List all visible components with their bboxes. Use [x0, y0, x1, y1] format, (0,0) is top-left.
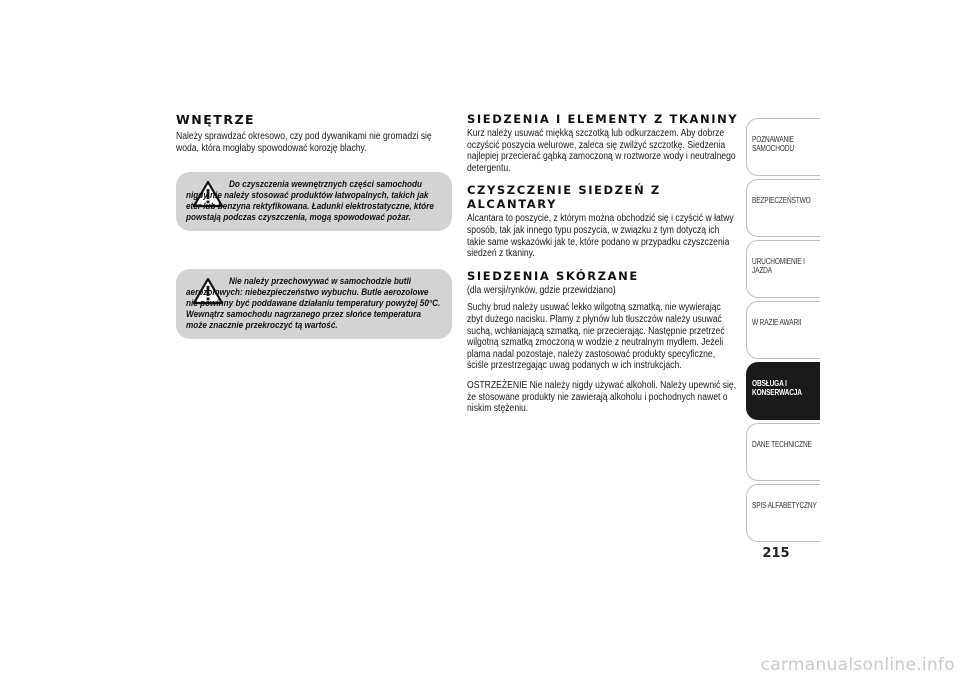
interior-intro-text: Należy sprawdzać okresowo, czy pod dywanikami nie gromadzi się woda, która mogłaby spowodować korozję blachy.: [176, 131, 432, 154]
tab-bezpieczenstwo[interactable]: BEZPIECZEŃSTWO: [746, 179, 820, 237]
section-title-interior: WNĘTRZE: [176, 112, 256, 127]
section-title-leather: SIEDZENIA SKÓRZANE: [467, 268, 639, 283]
fabric-text: Kurz należy usuwać miękką szczotką lub odkurzaczem. Aby dobrze oczyścić poszycia welurowe, zaleca się zwilżyć szczotkę. Siedzenia najlepiej przecierać gąbką zamoczoną w roztworze wody i neutralnego detergentu.: [467, 128, 736, 174]
tab-dane-techniczne[interactable]: DANE TECHNICZNE: [746, 423, 820, 481]
leather-warning-text: OSTRZEŻENIE Nie należy nigdy używać alkoholi. Należy upewnić się, że stosowane produkty nie zawierają alkoholu i pochodnych nawet o niskim stężeniu.: [467, 379, 737, 415]
left-column: [176, 112, 452, 339]
warning-box-aerosol: [176, 269, 452, 339]
watermark: carmanualsonline.info: [760, 655, 955, 675]
tab-spis-alfabetyczny[interactable]: SPIS ALFABETYCZNY: [746, 484, 820, 542]
section-alcantara: [467, 183, 739, 259]
tab-obsluga-i-konserwacja[interactable]: OBSŁUGA I KONSERWACJA: [746, 362, 820, 420]
tab-poznawanie-samochodu[interactable]: POZNAWANIE SAMOCHODU: [746, 118, 820, 176]
section-leather: [467, 269, 739, 415]
tab-uruchomienie-i-jazda[interactable]: URUCHOMIENIE I JAZDA: [746, 240, 820, 298]
alcantara-text: Alcantara to poszycie, z którym można obchodzić się i czyścić w łatwy sposób, tak jak innego typu poszycia, w związku z tym dotyczą ich takie same wskazówki jak te, które podano w przypadku czyszczenia siedzeń z tkaniny.: [467, 213, 734, 260]
section-fabric-seats: [467, 112, 739, 174]
section-title-alcantara: CZYSZCZENIE SIEDZEŃ Z ALCANTARY: [467, 183, 661, 212]
chapter-tabs: [746, 118, 820, 545]
page-number: 215: [762, 546, 790, 561]
section-title-fabric: SIEDZENIA I ELEMENTY Z TKANINY: [467, 112, 739, 126]
warning-text-flammable: Do czyszczenia wewnętrznych części samochodu nigdy nie należy stosować produktów łatwopalnych, takich jak eter lub benzyna rektyfikowana. Ładunki elektrostatyczne, które powstają podczas czyszczenia, mogą spowodować pożar.: [186, 179, 434, 224]
right-column: [467, 112, 739, 424]
tab-w-razie-awarii[interactable]: W RAZIE AWARII: [746, 301, 820, 359]
warning-box-flammable: [176, 172, 452, 231]
leather-text: Suchy brud należy usuwać lekko wilgotną szmatką, nie wywierając zbyt dużego nacisku. Plamy z płynów lub tłuszczów należy usuwać suchą, wchłaniającą szmatką, nie przecierając. Następnie przetrzeć wilgotną szmatką zmoczoną w wodzie z neutralnym mydłem. Jeżeli plama nadal pozostaje, należy zastosować produkty specyficzne, ściśle przestrzegając uwag podanych w ich instrukcjach.: [467, 302, 725, 372]
warning-text-aerosol: Nie należy przechowywać w samochodzie butli aerozolowych: niebezpieczeństwo wybuchu. Butle aerozolowe nie powinny być poddawane działaniu temperatury powyżej 50°C. Wewnątrz samochodu nagrzanego przez słońce temperatura może znacznie przekroczyć tą wartość.: [186, 276, 441, 332]
leather-subtitle: (dla wersji/rynków, gdzie przewidziano): [467, 284, 616, 296]
